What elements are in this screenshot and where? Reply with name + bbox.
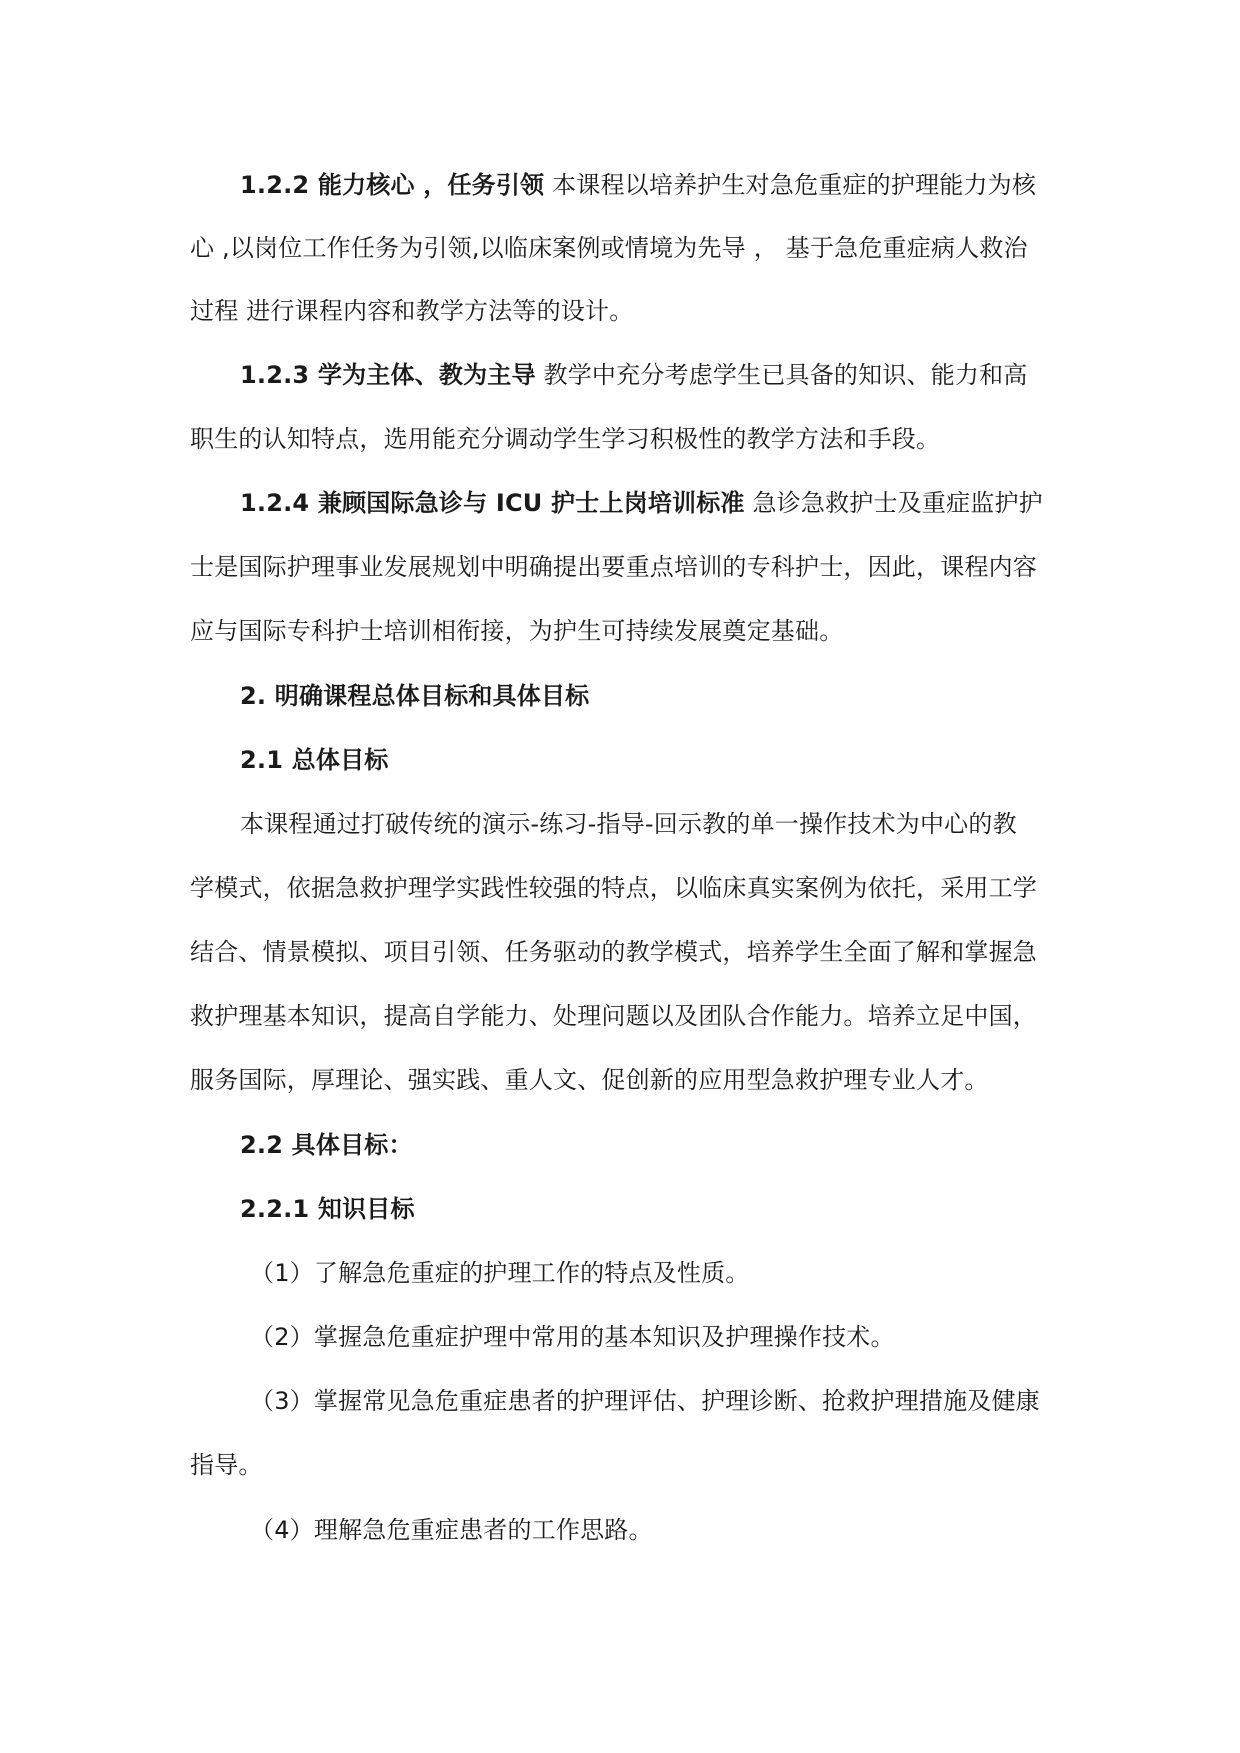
paragraph-line xyxy=(240,1130,1060,1160)
section-heading-1-2-2: 1.2.2 能力核心 ，任务引领 xyxy=(240,171,545,199)
list-item xyxy=(250,1258,1060,1288)
list-item xyxy=(190,1450,1060,1480)
paragraph-text: 急诊急救护士及重症监护护 xyxy=(744,489,1043,517)
paragraph-line xyxy=(190,552,1060,582)
list-item-text: （4）理解急危重症患者的工作思路。 xyxy=(250,1516,653,1544)
paragraph-text: 士是国际护理事业发展规划中明确提出要重点培训的专科护士，因此，课程内容 xyxy=(190,553,1037,581)
paragraph-text: 教学中充分考虑学生已具备的知识、能力和高 xyxy=(535,361,1028,389)
paragraph-line xyxy=(190,296,1060,326)
section-heading-2-1: 2.1 总体目标 xyxy=(240,746,389,774)
paragraph-text: 心 ,以岗位工作任务为引领,以临床案例或情境为先导 ， 基于急危重症病人救治 xyxy=(190,234,1028,262)
paragraph-text: 过程 进行课程内容和教学方法等的设计。 xyxy=(190,297,634,325)
paragraph-line xyxy=(240,809,1060,839)
list-item xyxy=(250,1515,1060,1545)
paragraph-text: 结合、情景模拟、项目引领、任务驱动的教学模式，培养学生全面了解和掌握急 xyxy=(190,938,1037,966)
paragraph-line xyxy=(190,424,1060,454)
paragraph-text: 本课程以培养护生对急危重症的护理能力为核 xyxy=(544,171,1037,199)
paragraph-line xyxy=(190,873,1060,903)
section-heading-1-2-4: 1.2.4 兼顾国际急诊与 ICU 护士上岗培训标准 xyxy=(240,489,745,517)
section-heading-2: 2. 明确课程总体目标和具体目标 xyxy=(240,682,590,710)
paragraph-line xyxy=(190,1065,1060,1095)
paragraph-line xyxy=(190,1001,1060,1031)
list-item-text: （3）掌握常见急危重症患者的护理评估、护理诊断、抢救护理措施及健康 xyxy=(250,1387,1040,1415)
paragraph-line xyxy=(240,170,1060,200)
paragraph-text: 学模式，依据急救护理学实践性较强的特点，以临床真实案例为依托，采用工学 xyxy=(190,874,1037,902)
paragraph-text: 职生的认知特点，选用能充分调动学生学习积极性的教学方法和手段。 xyxy=(190,425,941,453)
list-item-text: 指导。 xyxy=(190,1451,263,1479)
paragraph-text: 应与国际专科护士培训相衔接，为护生可持续发展奠定基础。 xyxy=(190,617,844,645)
paragraph-line xyxy=(190,937,1060,967)
section-heading-1-2-3: 1.2.3 学为主体、教为主导 xyxy=(240,361,536,389)
paragraph-line xyxy=(190,233,1060,263)
paragraph-text: 救护理基本知识，提高自学能力、处理问题以及团队合作能力。培养立足中国， xyxy=(190,1002,1037,1030)
section-heading-2-2-1: 2.2.1 知识目标 xyxy=(240,1195,415,1223)
list-item-text: （2）掌握急危重症护理中常用的基本知识及护理操作技术。 xyxy=(250,1323,895,1351)
list-item-text: （1）了解急危重症的护理工作的特点及性质。 xyxy=(250,1259,750,1287)
paragraph-line xyxy=(240,360,1060,390)
paragraph-line xyxy=(240,745,1060,775)
list-item xyxy=(250,1322,1060,1352)
paragraph-text: 服务国际，厚理论、强实践、重人文、促创新的应用型急救护理专业人才。 xyxy=(190,1066,989,1094)
paragraph-line xyxy=(240,488,1060,518)
paragraph-text: 本课程通过打破传统的演示-练习-指导-回示教的单一操作技术为中心的教 xyxy=(240,810,1017,838)
paragraph-line xyxy=(240,681,1060,711)
section-heading-2-2: 2.2 具体目标： xyxy=(240,1131,413,1159)
paragraph-line xyxy=(190,616,1060,646)
paragraph-line xyxy=(240,1194,1060,1224)
list-item xyxy=(250,1386,1060,1416)
